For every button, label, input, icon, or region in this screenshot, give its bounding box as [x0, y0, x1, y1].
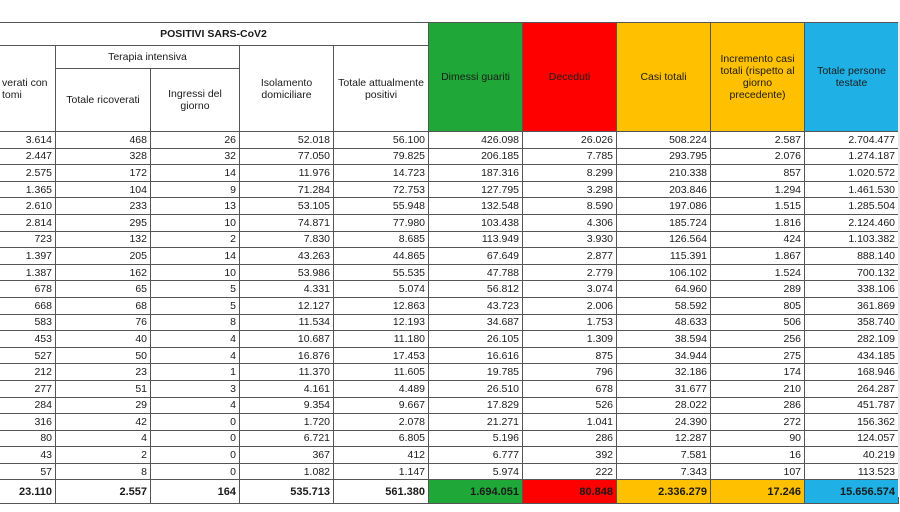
table-cell: 2.447 — [0, 148, 56, 165]
table-cell: 5.196 — [429, 430, 523, 447]
table-cell: 55.948 — [334, 198, 429, 215]
table-cell: 1.397 — [0, 248, 56, 265]
table-cell: 34.687 — [429, 314, 523, 331]
table-cell: 43.723 — [429, 297, 523, 314]
table-cell: 328 — [56, 148, 151, 165]
top-margin — [0, 0, 900, 22]
table-cell: 4.331 — [240, 281, 334, 298]
col-header-incremento: Incremento casi totali (rispetto al giorno precedente) — [711, 23, 805, 132]
total-cell: 164 — [151, 480, 240, 504]
table-cell: 31.677 — [617, 380, 711, 397]
total-cell-incremento: 17.246 — [711, 480, 805, 504]
table-cell: 256 — [711, 331, 805, 348]
table-cell: 264.287 — [805, 380, 899, 397]
table-cell: 293.795 — [617, 148, 711, 165]
table-cell: 14.723 — [334, 165, 429, 182]
table-cell: 875 — [523, 347, 617, 364]
table-cell: 9.667 — [334, 397, 429, 414]
table-cell: 282.109 — [805, 331, 899, 348]
table-cell: 43.263 — [240, 248, 334, 265]
table-row — [0, 264, 899, 281]
table-cell: 508.224 — [617, 132, 711, 149]
table-cell: 316 — [0, 414, 56, 431]
table-cell: 44.865 — [334, 248, 429, 265]
table-cell: 277 — [0, 380, 56, 397]
table-cell: 103.438 — [429, 214, 523, 231]
table-cell: 32 — [151, 148, 240, 165]
table-cell: 127.795 — [429, 181, 523, 198]
table-cell: 272 — [711, 414, 805, 431]
table-cell: 4 — [151, 347, 240, 364]
table-cell: 14 — [151, 248, 240, 265]
table-cell: 2.704.477 — [805, 132, 899, 149]
table-cell: 205 — [56, 248, 151, 265]
table-cell: 426.098 — [429, 132, 523, 149]
table-cell: 2.076 — [711, 148, 805, 165]
total-cell: 535.713 — [240, 480, 334, 504]
table-cell: 72.753 — [334, 181, 429, 198]
table-cell: 700.132 — [805, 264, 899, 281]
table-cell: 451.787 — [805, 397, 899, 414]
table-cell: 13 — [151, 198, 240, 215]
total-cell: 23.110 — [0, 480, 56, 504]
table-cell: 412 — [334, 447, 429, 464]
table-cell: 172 — [56, 165, 151, 182]
table-cell: 1.147 — [334, 463, 429, 480]
table-cell: 26.510 — [429, 380, 523, 397]
col-header-deceduti: Deceduti — [523, 23, 617, 132]
table-cell: 2 — [151, 231, 240, 248]
table-cell: 1.720 — [240, 414, 334, 431]
table-cell: 434.185 — [805, 347, 899, 364]
table-cell: 52.018 — [240, 132, 334, 149]
table-cell: 26.026 — [523, 132, 617, 149]
col-header-isolamento: Isolamento domiciliare — [240, 46, 334, 132]
table-cell: 10.687 — [240, 331, 334, 348]
table-cell: 2.006 — [523, 297, 617, 314]
table-cell: 53.105 — [240, 198, 334, 215]
col-header-casi-totali: Casi totali — [617, 23, 711, 132]
table-cell: 40 — [56, 331, 151, 348]
total-cell: 2.557 — [56, 480, 151, 504]
col-header-ricoverati-sintomi: verati con tomi — [0, 46, 56, 132]
table-row — [0, 414, 899, 431]
table-cell: 124.057 — [805, 430, 899, 447]
table-row — [0, 331, 899, 348]
table-cell: 4 — [56, 430, 151, 447]
table-cell: 132 — [56, 231, 151, 248]
table-cell: 40.219 — [805, 447, 899, 464]
table-cell: 77.050 — [240, 148, 334, 165]
total-cell-casi: 2.336.279 — [617, 480, 711, 504]
table-cell: 28.022 — [617, 397, 711, 414]
table-cell: 1.524 — [711, 264, 805, 281]
table-cell: 0 — [151, 463, 240, 480]
table-row — [0, 347, 899, 364]
table-cell: 12.287 — [617, 430, 711, 447]
table-cell: 55.535 — [334, 264, 429, 281]
table-cell: 48.633 — [617, 314, 711, 331]
table-cell: 42 — [56, 414, 151, 431]
table-cell: 5.974 — [429, 463, 523, 480]
table-cell: 2.078 — [334, 414, 429, 431]
table-cell: 796 — [523, 364, 617, 381]
table-cell: 210.338 — [617, 165, 711, 182]
table-cell: 26 — [151, 132, 240, 149]
total-cell-testate: 15.656.574 — [805, 480, 899, 504]
table-cell: 115.391 — [617, 248, 711, 265]
table-cell: 132.548 — [429, 198, 523, 215]
table-cell: 5 — [151, 281, 240, 298]
table-cell: 2.610 — [0, 198, 56, 215]
table-row — [0, 380, 899, 397]
table-cell: 2.779 — [523, 264, 617, 281]
table-cell: 6.805 — [334, 430, 429, 447]
table-cell: 678 — [0, 281, 56, 298]
table-cell: 187.316 — [429, 165, 523, 182]
table-cell: 76 — [56, 314, 151, 331]
table-cell: 2.575 — [0, 165, 56, 182]
table-cell: 11.605 — [334, 364, 429, 381]
table-cell: 295 — [56, 214, 151, 231]
table-row — [0, 281, 899, 298]
table-cell: 24.390 — [617, 414, 711, 431]
table-cell: 4.306 — [523, 214, 617, 231]
table-cell: 53.986 — [240, 264, 334, 281]
table-cell: 1.294 — [711, 181, 805, 198]
positivi-group-header: POSITIVI SARS-CoV2 — [0, 23, 429, 46]
table-cell: 3.614 — [0, 132, 56, 149]
table-cell: 174 — [711, 364, 805, 381]
table-cell: 284 — [0, 397, 56, 414]
table-cell: 668 — [0, 297, 56, 314]
table-row — [0, 231, 899, 248]
table-cell: 9.354 — [240, 397, 334, 414]
table-cell: 583 — [0, 314, 56, 331]
table-cell: 1.387 — [0, 264, 56, 281]
table-cell: 26.105 — [429, 331, 523, 348]
table-cell: 38.594 — [617, 331, 711, 348]
table-row — [0, 364, 899, 381]
table-row — [0, 463, 899, 480]
table-cell: 8.685 — [334, 231, 429, 248]
table-cell: 888.140 — [805, 248, 899, 265]
table-cell: 222 — [523, 463, 617, 480]
table-cell: 5.074 — [334, 281, 429, 298]
table-row — [0, 248, 899, 265]
table-cell: 4.161 — [240, 380, 334, 397]
table-cell: 65 — [56, 281, 151, 298]
table-cell: 1.867 — [711, 248, 805, 265]
table-cell: 106.102 — [617, 264, 711, 281]
table-cell: 57 — [0, 463, 56, 480]
table-cell: 10 — [151, 264, 240, 281]
table-row — [0, 314, 899, 331]
table-cell: 34.944 — [617, 347, 711, 364]
table-row — [0, 165, 899, 182]
table-cell: 3.074 — [523, 281, 617, 298]
table-cell: 338.106 — [805, 281, 899, 298]
table-cell: 468 — [56, 132, 151, 149]
table-row — [0, 214, 899, 231]
table-cell: 206.185 — [429, 148, 523, 165]
table-cell: 68 — [56, 297, 151, 314]
table-cell: 0 — [151, 414, 240, 431]
table-row — [0, 397, 899, 414]
table-cell: 29 — [56, 397, 151, 414]
table-cell: 7.785 — [523, 148, 617, 165]
table-cell: 678 — [523, 380, 617, 397]
table-cell: 2.587 — [711, 132, 805, 149]
col-header-dimessi: Dimessi guariti — [429, 23, 523, 132]
table-cell: 168.946 — [805, 364, 899, 381]
table-cell: 1.365 — [0, 181, 56, 198]
table-cell: 58.592 — [617, 297, 711, 314]
table-cell: 2.814 — [0, 214, 56, 231]
table-cell: 64.960 — [617, 281, 711, 298]
table-cell: 3.930 — [523, 231, 617, 248]
table-cell: 723 — [0, 231, 56, 248]
table-cell: 1.461.530 — [805, 181, 899, 198]
table-cell: 67.649 — [429, 248, 523, 265]
table-cell: 47.788 — [429, 264, 523, 281]
table-cell: 156.362 — [805, 414, 899, 431]
covid-data-table — [0, 22, 899, 504]
table-cell: 361.869 — [805, 297, 899, 314]
table-cell: 1.515 — [711, 198, 805, 215]
table-cell: 506 — [711, 314, 805, 331]
table-cell: 32.186 — [617, 364, 711, 381]
table-cell: 7.581 — [617, 447, 711, 464]
table-cell: 113.523 — [805, 463, 899, 480]
table-cell: 43 — [0, 447, 56, 464]
table-cell: 77.980 — [334, 214, 429, 231]
table-cell: 113.949 — [429, 231, 523, 248]
table-cell: 16 — [711, 447, 805, 464]
table-cell: 4 — [151, 397, 240, 414]
table-cell: 107 — [711, 463, 805, 480]
table-cell: 56.100 — [334, 132, 429, 149]
table-cell: 21.271 — [429, 414, 523, 431]
table-cell: 3.298 — [523, 181, 617, 198]
table-cell: 1.041 — [523, 414, 617, 431]
table-cell: 1.082 — [240, 463, 334, 480]
table-cell: 50 — [56, 347, 151, 364]
table-cell: 80 — [0, 430, 56, 447]
col-header-ingressi: Ingressi del giorno — [151, 69, 240, 132]
table-cell: 527 — [0, 347, 56, 364]
table-cell: 2.877 — [523, 248, 617, 265]
table-cell: 424 — [711, 231, 805, 248]
table-cell: 233 — [56, 198, 151, 215]
total-cell-deceduti: 80.848 — [523, 480, 617, 504]
table-row — [0, 132, 899, 149]
table-cell: 19.785 — [429, 364, 523, 381]
table-cell: 1.274.187 — [805, 148, 899, 165]
table-cell: 3 — [151, 380, 240, 397]
table-cell: 104 — [56, 181, 151, 198]
table-cell: 11.976 — [240, 165, 334, 182]
table-cell: 1 — [151, 364, 240, 381]
table-cell: 51 — [56, 380, 151, 397]
totals-row — [0, 480, 899, 504]
table-cell: 2.124.460 — [805, 214, 899, 231]
table-body — [0, 132, 899, 480]
table-cell: 1.309 — [523, 331, 617, 348]
table-cell: 126.564 — [617, 231, 711, 248]
table-cell: 16.876 — [240, 347, 334, 364]
table-cell: 11.534 — [240, 314, 334, 331]
table-cell: 90 — [711, 430, 805, 447]
table-cell: 14 — [151, 165, 240, 182]
table-cell: 12.193 — [334, 314, 429, 331]
table-cell: 358.740 — [805, 314, 899, 331]
table-row — [0, 297, 899, 314]
table-cell: 9 — [151, 181, 240, 198]
table-cell: 23 — [56, 364, 151, 381]
table-cell: 453 — [0, 331, 56, 348]
table-cell: 5 — [151, 297, 240, 314]
table-cell: 4.489 — [334, 380, 429, 397]
table-cell: 8 — [56, 463, 151, 480]
table-cell: 286 — [523, 430, 617, 447]
total-cell-dimessi: 1.694.051 — [429, 480, 523, 504]
table-row — [0, 447, 899, 464]
table-cell: 10 — [151, 214, 240, 231]
col-header-attualmente-positivi: Totale attualmente positivi — [334, 46, 429, 132]
table-cell: 8.299 — [523, 165, 617, 182]
table-cell: 210 — [711, 380, 805, 397]
table-cell: 203.846 — [617, 181, 711, 198]
table-cell: 392 — [523, 447, 617, 464]
table-cell: 6.777 — [429, 447, 523, 464]
terapia-intensiva-header: Terapia intensiva — [56, 46, 240, 69]
col-header-persone-testate: Totale persone testate — [805, 23, 899, 132]
table-cell: 11.180 — [334, 331, 429, 348]
table-cell: 286 — [711, 397, 805, 414]
table-cell: 1.020.572 — [805, 165, 899, 182]
table-cell: 74.871 — [240, 214, 334, 231]
table-cell: 526 — [523, 397, 617, 414]
table-cell: 1.285.504 — [805, 198, 899, 215]
table-cell: 275 — [711, 347, 805, 364]
table-cell: 1.816 — [711, 214, 805, 231]
table-cell: 17.453 — [334, 347, 429, 364]
table-cell: 289 — [711, 281, 805, 298]
table-cell: 4 — [151, 331, 240, 348]
table-cell: 1.753 — [523, 314, 617, 331]
table-cell: 367 — [240, 447, 334, 464]
table-cell: 0 — [151, 430, 240, 447]
col-header-totale-ricoverati: Totale ricoverati — [56, 69, 151, 132]
table-cell: 197.086 — [617, 198, 711, 215]
table-cell: 8 — [151, 314, 240, 331]
table-cell: 1.103.382 — [805, 231, 899, 248]
table-cell: 212 — [0, 364, 56, 381]
table-cell: 7.343 — [617, 463, 711, 480]
table-row — [0, 198, 899, 215]
table-cell: 2 — [56, 447, 151, 464]
table-cell: 162 — [56, 264, 151, 281]
table-cell: 8.590 — [523, 198, 617, 215]
table-cell: 857 — [711, 165, 805, 182]
table-cell: 16.616 — [429, 347, 523, 364]
table-cell: 7.830 — [240, 231, 334, 248]
table-cell: 71.284 — [240, 181, 334, 198]
table-cell: 11.370 — [240, 364, 334, 381]
table-row — [0, 430, 899, 447]
table-cell: 79.825 — [334, 148, 429, 165]
total-cell: 561.380 — [334, 480, 429, 504]
table-cell: 12.127 — [240, 297, 334, 314]
table-cell: 805 — [711, 297, 805, 314]
table-cell: 12.863 — [334, 297, 429, 314]
table-row — [0, 181, 899, 198]
table-cell: 17.829 — [429, 397, 523, 414]
table-cell: 185.724 — [617, 214, 711, 231]
table-cell: 56.812 — [429, 281, 523, 298]
table-cell: 0 — [151, 447, 240, 464]
table-cell: 6.721 — [240, 430, 334, 447]
table-row — [0, 148, 899, 165]
